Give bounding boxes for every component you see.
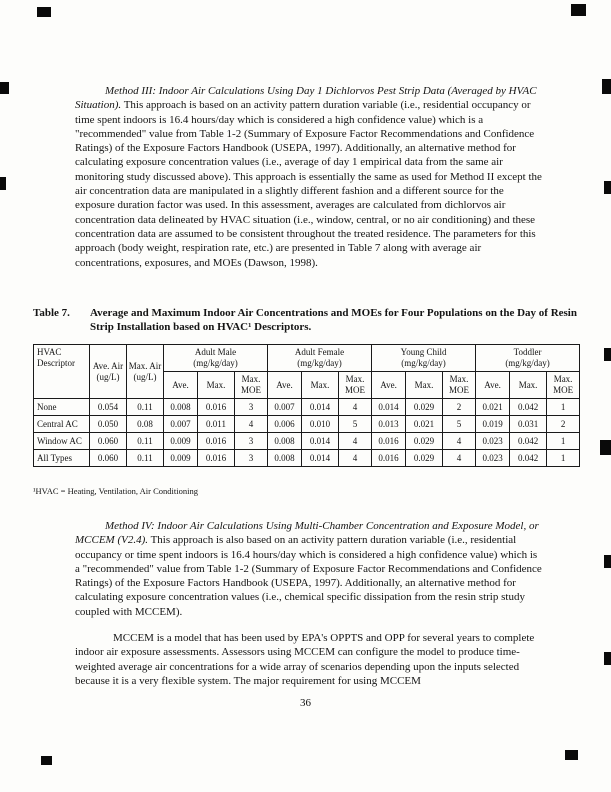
air-concentrations-table: [33, 344, 580, 467]
subheader-ave: Ave.: [476, 372, 510, 399]
value-cell: 0.011: [198, 416, 235, 433]
subheader-moe: Max. MOE: [339, 372, 372, 399]
subheader-max: Max.: [510, 372, 547, 399]
value-cell: 4: [235, 416, 268, 433]
header-group-toddler: [476, 345, 580, 372]
value-cell: 0.060: [90, 433, 127, 450]
page-number: 36: [300, 697, 311, 709]
value-cell: 0.11: [127, 399, 164, 416]
value-cell: 0.014: [302, 433, 339, 450]
scan-artifact: [0, 82, 9, 94]
subheader-max: Max.: [406, 372, 443, 399]
value-cell: 0.009: [164, 450, 198, 467]
value-cell: 4: [339, 399, 372, 416]
value-cell: 4: [339, 433, 372, 450]
value-cell: 2: [547, 416, 580, 433]
value-cell: 0.013: [372, 416, 406, 433]
value-cell: 0.023: [476, 433, 510, 450]
hvac-cell: None: [34, 399, 90, 416]
header-cell-ave-air: Ave. Air (ug/L): [90, 345, 127, 399]
value-cell: 0.031: [510, 416, 547, 433]
table-row: [34, 433, 580, 450]
hvac-cell: Window AC: [34, 433, 90, 450]
value-cell: 3: [235, 433, 268, 450]
value-cell: 0.016: [198, 433, 235, 450]
subheader-max: Max.: [302, 372, 339, 399]
value-cell: 0.019: [476, 416, 510, 433]
subheader-moe: Max. MOE: [547, 372, 580, 399]
scan-artifact: [571, 4, 586, 16]
value-cell: 4: [443, 450, 476, 467]
subheader-ave: Ave.: [372, 372, 406, 399]
method4-heading: Method IV: Indoor Air Calculations Using Multi-Chamber Concentration and Exposure Model, or MCCEM (V2.4).: [75, 520, 539, 547]
subheader-moe: Max. MOE: [235, 372, 268, 399]
value-cell: 1: [547, 399, 580, 416]
subheader-ave: Ave.: [268, 372, 302, 399]
value-cell: 0.014: [302, 450, 339, 467]
value-cell: 4: [339, 450, 372, 467]
scan-artifact: [565, 750, 578, 760]
header-group-adult-male: [164, 345, 268, 372]
table-row: [34, 450, 580, 467]
value-cell: 0.08: [127, 416, 164, 433]
subheader-moe: Max. MOE: [443, 372, 476, 399]
value-cell: 0.021: [406, 416, 443, 433]
method3-body-text: This approach is based on an activity pattern duration variable (i.e., residential occupancy or time spent indoors is 16.4 hours/day which is considered a high confidence value) which is a "recommended" value from Table 1-2 (Summary of Exposure Factor Recommendations and Confidence Ratings) of the Exposure Factors Handbook (USEPA, 1997). Additionally, an alternative method for calculating exposure concentration values (i.e., average of day 1 empirical data from the same air monitoring study discussed above). This approach is essentially the same as used for Method II except the air concentration data are manipulated in a slightly different fashion and a different source for the exposure duration factor was used. In this assessment, averages are calculated from dichlorvos air concentration data delineated by HVAC situation (i.e., window, central, or no air conditioning) and these concentration data are assumed to be consistent throughout the treated residence. The parameters for this approach (body weight, respiration rate, etc.) are presented in Table 7 along with average air concentrations, exposures, and MOEs (Dawson, 1998).: [75, 99, 542, 269]
value-cell: 0.008: [268, 450, 302, 467]
group-name: Young Child: [400, 347, 447, 357]
value-cell: 1: [547, 433, 580, 450]
value-cell: 0.11: [127, 450, 164, 467]
value-cell: 0.042: [510, 399, 547, 416]
value-cell: 1: [547, 450, 580, 467]
value-cell: 3: [235, 450, 268, 467]
subheader-ave: Ave.: [164, 372, 198, 399]
hvac-cell: Central AC: [34, 416, 90, 433]
group-name: Toddler: [513, 347, 542, 357]
header-cell-max-air: Max. Air (ug/L): [127, 345, 164, 399]
value-cell: 0.014: [302, 399, 339, 416]
group-unit: (mg/kg/day): [297, 358, 342, 368]
value-cell: 0.007: [268, 399, 302, 416]
value-cell: 0.010: [302, 416, 339, 433]
table7-caption-label: Table 7.: [33, 307, 70, 319]
value-cell: 5: [443, 416, 476, 433]
value-cell: 0.054: [90, 399, 127, 416]
table-row: [34, 399, 580, 416]
group-unit: (mg/kg/day): [505, 358, 550, 368]
value-cell: 0.050: [90, 416, 127, 433]
group-name: Adult Female: [294, 347, 345, 357]
table-row: [34, 416, 580, 433]
value-cell: 0.008: [164, 399, 198, 416]
value-cell: 0.016: [372, 450, 406, 467]
value-cell: 0.029: [406, 433, 443, 450]
mccem-paragraph: MCCEM is a model that has been used by EPA's OPPTS and OPP for several years to complete indoor air exposure assessments. Assessors using MCCEM can configure the model to produce time-weighted average air concentrations for a wide array of scenarios depending upon the inputs selected because it is a very flexible system. The major requirement for using MCCEM: [75, 632, 535, 687]
table7-caption: [33, 306, 581, 334]
scan-artifact: [600, 440, 611, 455]
group-name: Adult Male: [194, 347, 237, 357]
value-cell: 0.042: [510, 433, 547, 450]
value-cell: 0.007: [164, 416, 198, 433]
value-cell: 2: [443, 399, 476, 416]
method4-body-text: This approach is also based on an activity pattern duration variable (i.e., residential occupancy or time spent indoors is 16.4 hours/day which is considered a high confidence value) which is a "recommended" value from Table 1-2 (Summary of Exposure Factor Recommendations and Confidence Ratings) of the Exposure Factors Handbook (USEPA, 1997). Additionally, an alternative method for calculating exposure concentration values (i.e., chemical specific dissipation from the resin strip study coupled with MCCEM).: [75, 534, 542, 618]
value-cell: 0.042: [510, 450, 547, 467]
group-unit: (mg/kg/day): [193, 358, 238, 368]
hvac-cell: All Types: [34, 450, 90, 467]
method3-paragraph: [75, 84, 543, 270]
value-cell: 0.009: [164, 433, 198, 450]
scan-artifact: [37, 7, 51, 17]
header-group-adult-female: [268, 345, 372, 372]
scan-artifact: [604, 348, 611, 361]
value-cell: 0.11: [127, 433, 164, 450]
subheader-max: Max.: [198, 372, 235, 399]
value-cell: 0.016: [372, 433, 406, 450]
value-cell: 0.029: [406, 450, 443, 467]
scan-artifact: [604, 181, 611, 194]
header-cell-hvac: HVAC Descriptor: [34, 345, 90, 399]
method3-heading: Method III: Indoor Air Calculations Using Day 1 Dichlorvos Pest Strip Data (Averaged by HVAC Situation).: [75, 85, 537, 112]
method4-paragraph: [75, 519, 543, 619]
value-cell: 0.023: [476, 450, 510, 467]
scan-artifact: [41, 756, 52, 765]
value-cell: 0.014: [372, 399, 406, 416]
table7-caption-text: Average and Maximum Indoor Air Concentrations and MOEs for Four Populations on the Day of Resin Strip Installation based on HVAC¹ Descriptors.: [90, 307, 577, 333]
value-cell: 5: [339, 416, 372, 433]
value-cell: 0.006: [268, 416, 302, 433]
table7-footnote: ¹HVAC = Heating, Ventilation, Air Conditioning: [33, 486, 198, 496]
scan-artifact: [602, 79, 611, 94]
value-cell: 0.008: [268, 433, 302, 450]
value-cell: 3: [235, 399, 268, 416]
scan-artifact: [0, 177, 6, 190]
group-unit: (mg/kg/day): [401, 358, 446, 368]
scan-artifact: [604, 652, 611, 665]
value-cell: 0.029: [406, 399, 443, 416]
table-header-row: [34, 345, 580, 372]
scan-artifact: [604, 555, 611, 568]
value-cell: 4: [443, 433, 476, 450]
value-cell: 0.021: [476, 399, 510, 416]
value-cell: 0.016: [198, 399, 235, 416]
value-cell: 0.016: [198, 450, 235, 467]
header-group-young-child: [372, 345, 476, 372]
value-cell: 0.060: [90, 450, 127, 467]
